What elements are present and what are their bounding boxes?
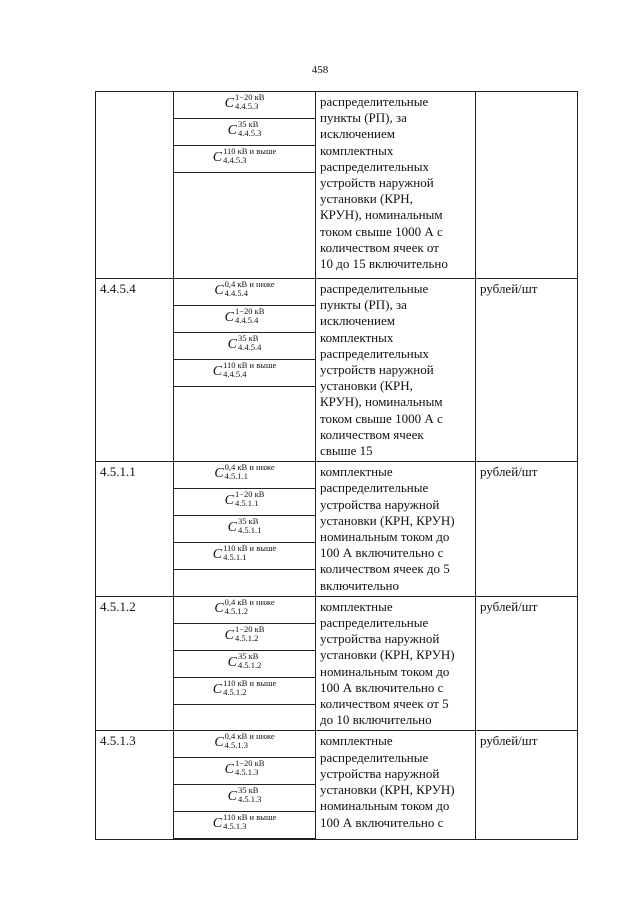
voltage-level-superscript: 1−20 кВ bbox=[234, 623, 265, 634]
tariff-symbols-cell bbox=[174, 596, 316, 731]
description-line: 100 А включительно с bbox=[320, 814, 444, 830]
tariff-symbol-scripts bbox=[225, 280, 275, 298]
tariff-symbols-list bbox=[174, 462, 315, 570]
tariff-symbol bbox=[174, 678, 315, 705]
item-number bbox=[96, 92, 174, 279]
description-line: номинальным током до bbox=[320, 798, 450, 814]
tariff-symbols-list bbox=[174, 279, 315, 387]
description-line: номинальным током до bbox=[320, 663, 450, 679]
description-line: комплектные bbox=[320, 733, 393, 749]
unit-of-measure: рублей/шт bbox=[476, 596, 578, 731]
tariff-symbol bbox=[174, 146, 315, 173]
tariff-symbol-formula bbox=[228, 333, 262, 356]
item-index-subscript: 4.5.1.3 bbox=[223, 821, 247, 832]
description-line: током свыше 1000 А с bbox=[320, 223, 443, 239]
voltage-level-superscript: 110 кВ и выше bbox=[223, 543, 277, 554]
tariff-symbol-scripts bbox=[225, 463, 275, 481]
voltage-level-superscript: 0,4 кВ и ниже bbox=[224, 596, 275, 607]
tariff-symbol bbox=[174, 360, 315, 387]
tariff-symbol bbox=[174, 306, 315, 333]
table-row bbox=[96, 92, 578, 279]
tariff-symbol-scripts bbox=[225, 732, 275, 750]
tariff-symbol bbox=[174, 758, 315, 785]
tariff-symbol-scripts bbox=[238, 652, 261, 670]
tariff-symbol bbox=[174, 651, 315, 678]
tariff-symbol-scripts bbox=[238, 786, 261, 804]
voltage-level-superscript: 1−20 кВ bbox=[234, 92, 265, 102]
tariff-symbol-formula bbox=[228, 516, 262, 539]
item-index-subscript: 4.4.5.3 bbox=[223, 155, 247, 165]
item-description bbox=[316, 92, 476, 279]
item-index-subscript: 4.5.1.3 bbox=[224, 740, 249, 751]
description-line: комплектных bbox=[320, 329, 394, 345]
tariff-symbol-formula bbox=[214, 462, 274, 485]
tariff-symbol-formula bbox=[214, 731, 274, 754]
description-line: до 10 включительно bbox=[320, 712, 432, 728]
description-line: устройства наружной bbox=[320, 631, 440, 647]
description-line: исключением bbox=[320, 313, 395, 329]
description-line: устройств наружной bbox=[320, 175, 434, 191]
description-line: номинальным током до bbox=[320, 529, 450, 545]
voltage-level-superscript: 110 кВ и выше bbox=[223, 360, 277, 370]
item-index-subscript: 4.5.1.1 bbox=[223, 552, 247, 563]
voltage-level-superscript: 110 кВ и выше bbox=[223, 677, 277, 688]
description-line: количеством ячеек до 5 bbox=[320, 561, 450, 577]
tariff-symbol-base: C bbox=[227, 337, 237, 352]
description-line: установки (КРН, КРУН) bbox=[320, 647, 455, 663]
tariff-symbol-base: C bbox=[224, 627, 234, 643]
item-index-subscript: 4.5.1.1 bbox=[237, 525, 262, 536]
tariff-symbol bbox=[174, 92, 315, 119]
description-line: комплектные bbox=[320, 598, 393, 614]
page-number: 458 bbox=[311, 64, 329, 76]
description-line: устройства наружной bbox=[320, 496, 440, 512]
item-description bbox=[316, 462, 476, 597]
description-line: установки (КРН, bbox=[320, 191, 413, 207]
item-index-subscript: 4.4.5.4 bbox=[234, 315, 259, 325]
tariff-symbol-formula bbox=[225, 306, 265, 329]
tariff-symbol-base: C bbox=[227, 123, 237, 138]
tariff-symbol bbox=[174, 279, 315, 306]
tariff-symbol-base: C bbox=[227, 654, 237, 670]
description-line: исключением bbox=[320, 126, 395, 142]
item-index-subscript: 4.5.1.1 bbox=[234, 498, 259, 509]
tariff-symbol bbox=[174, 462, 315, 489]
description-line: количеством ячеек bbox=[320, 426, 424, 442]
tariff-symbol-base: C bbox=[212, 150, 223, 165]
tariff-symbol-base: C bbox=[214, 600, 224, 616]
item-index-subscript: 4.5.1.3 bbox=[234, 767, 259, 778]
tariff-table-body bbox=[96, 92, 578, 840]
tariff-symbol-base: C bbox=[224, 493, 234, 509]
tariff-symbol-formula bbox=[213, 146, 277, 169]
tariff-symbols-cell bbox=[174, 279, 316, 462]
tariff-symbol-formula bbox=[225, 624, 265, 647]
voltage-level-superscript: 0,4 кВ и ниже bbox=[224, 279, 275, 289]
voltage-level-superscript: 1−20 кВ bbox=[234, 306, 265, 316]
tariff-symbol-base: C bbox=[224, 96, 234, 111]
description-line: распределительные bbox=[320, 94, 429, 109]
tariff-symbol-scripts bbox=[225, 598, 275, 616]
tariff-symbol-base: C bbox=[224, 310, 234, 325]
description-line: пункты (РП), за bbox=[320, 297, 407, 313]
item-index-subscript: 4.5.1.2 bbox=[237, 659, 262, 670]
item-index-subscript: 4.4.5.4 bbox=[237, 342, 262, 352]
voltage-level-superscript: 35 кВ bbox=[237, 650, 259, 661]
tariff-symbol-scripts bbox=[223, 679, 276, 697]
tariff-symbol-formula bbox=[213, 543, 277, 566]
tariff-symbol-scripts bbox=[235, 307, 264, 325]
item-index-subscript: 4.5.1.2 bbox=[224, 605, 249, 616]
item-number: 4.5.1.3 bbox=[96, 731, 174, 840]
tariff-symbol-scripts bbox=[238, 517, 261, 535]
tariff-symbols-cell bbox=[174, 731, 316, 840]
item-number: 4.5.1.2 bbox=[96, 596, 174, 731]
tariff-symbol bbox=[174, 785, 315, 812]
voltage-level-superscript: 0,4 кВ и ниже bbox=[224, 462, 275, 473]
tariff-symbol-formula bbox=[228, 651, 262, 674]
table-row bbox=[96, 731, 578, 840]
tariff-symbol-scripts bbox=[235, 93, 264, 111]
unit-of-measure: рублей/шт bbox=[476, 731, 578, 840]
description-line: распределительных bbox=[320, 158, 429, 174]
description-line: установки (КРН, КРУН) bbox=[320, 512, 455, 528]
tariff-symbol-formula bbox=[225, 758, 265, 781]
voltage-level-superscript: 110 кВ и выше bbox=[223, 812, 277, 823]
tariff-symbol-scripts bbox=[223, 361, 276, 379]
item-index-subscript: 4.4.5.3 bbox=[237, 128, 262, 138]
tariff-symbol-scripts bbox=[235, 625, 264, 643]
description-line: 100 А включительно с bbox=[320, 679, 444, 695]
description-line: количеством ячеек от bbox=[320, 239, 439, 255]
tariff-symbol-formula bbox=[213, 812, 277, 835]
tariff-symbol-formula bbox=[214, 279, 274, 302]
item-number: 4.4.5.4 bbox=[96, 279, 174, 462]
description-line: 10 до 15 включительно bbox=[320, 256, 448, 272]
tariff-symbol-formula bbox=[214, 597, 274, 620]
description-line: устройства наружной bbox=[320, 765, 440, 781]
tariff-symbol-scripts bbox=[223, 813, 276, 831]
table-row bbox=[96, 462, 578, 597]
tariff-symbols-list bbox=[174, 597, 315, 705]
tariff-symbols-list bbox=[174, 92, 315, 173]
description-line: распределительные bbox=[320, 749, 429, 765]
item-description bbox=[316, 279, 476, 462]
tariff-symbol-scripts bbox=[223, 544, 276, 562]
voltage-level-superscript: 35 кВ bbox=[237, 333, 259, 343]
tariff-symbol bbox=[174, 597, 315, 624]
description-line: распределительные bbox=[320, 615, 429, 631]
item-description bbox=[316, 731, 476, 840]
tariff-symbol-formula bbox=[225, 92, 265, 115]
description-line: КРУН), номинальным bbox=[320, 207, 443, 223]
description-line: 100 А включительно с bbox=[320, 545, 444, 561]
tariff-symbol-scripts bbox=[238, 334, 261, 352]
tariff-symbol-base: C bbox=[224, 762, 234, 778]
description-line: распределительные bbox=[320, 480, 429, 496]
description-line: свыше 15 bbox=[320, 443, 373, 459]
tariff-symbol bbox=[174, 516, 315, 543]
item-index-subscript: 4.5.1.2 bbox=[234, 632, 259, 643]
item-index-subscript: 4.4.5.4 bbox=[224, 288, 249, 298]
description-line: распределительных bbox=[320, 345, 429, 361]
tariff-symbol-formula bbox=[228, 119, 262, 142]
voltage-level-superscript: 110 кВ и выше bbox=[223, 146, 277, 156]
item-index-subscript: 4.4.5.4 bbox=[223, 369, 247, 379]
tariff-symbol-base: C bbox=[212, 681, 223, 697]
description-line: распределительные bbox=[320, 281, 429, 296]
voltage-level-superscript: 1−20 кВ bbox=[234, 758, 265, 769]
tariff-table bbox=[95, 91, 578, 840]
tariff-symbol-base: C bbox=[227, 789, 237, 805]
tariff-symbol-base: C bbox=[214, 735, 224, 751]
tariff-symbol bbox=[174, 119, 315, 146]
tariff-symbols-cell bbox=[174, 462, 316, 597]
tariff-symbol bbox=[174, 624, 315, 651]
tariff-symbol bbox=[174, 489, 315, 516]
tariff-symbol bbox=[174, 812, 315, 839]
voltage-level-superscript: 35 кВ bbox=[237, 119, 259, 129]
description-line: количеством ячеек от 5 bbox=[320, 696, 449, 712]
tariff-symbol-scripts bbox=[235, 759, 264, 777]
tariff-symbol-base: C bbox=[212, 364, 223, 379]
description-line: установки (КРН, bbox=[320, 378, 413, 394]
table-row bbox=[96, 596, 578, 731]
tariff-symbols-list bbox=[174, 731, 315, 839]
description-line: комплектные bbox=[320, 464, 393, 480]
description-line: комплектных bbox=[320, 142, 394, 158]
tariff-symbols-cell bbox=[174, 92, 316, 279]
tariff-symbol-scripts bbox=[223, 147, 276, 165]
tariff-symbol-base: C bbox=[212, 547, 223, 563]
voltage-level-superscript: 1−20 кВ bbox=[234, 489, 265, 500]
tariff-symbol bbox=[174, 731, 315, 758]
tariff-symbol-formula bbox=[228, 785, 262, 808]
voltage-level-superscript: 0,4 кВ и ниже bbox=[224, 731, 275, 742]
voltage-level-superscript: 35 кВ bbox=[237, 785, 259, 796]
tariff-symbol bbox=[174, 543, 315, 570]
item-description bbox=[316, 596, 476, 731]
tariff-symbol-scripts bbox=[235, 490, 264, 508]
tariff-symbol-base: C bbox=[212, 816, 223, 832]
tariff-symbol bbox=[174, 333, 315, 360]
item-index-subscript: 4.5.1.3 bbox=[237, 794, 262, 805]
item-index-subscript: 4.5.1.2 bbox=[223, 686, 247, 697]
tariff-symbol-scripts bbox=[238, 120, 261, 138]
tariff-symbol-formula bbox=[225, 489, 265, 512]
tariff-symbol-base: C bbox=[227, 520, 237, 536]
voltage-level-superscript: 35 кВ bbox=[237, 516, 259, 527]
description-line: устройств наружной bbox=[320, 362, 434, 378]
unit-of-measure bbox=[476, 92, 578, 279]
tariff-symbol-base: C bbox=[214, 466, 224, 482]
item-number: 4.5.1.1 bbox=[96, 462, 174, 597]
item-index-subscript: 4.4.5.3 bbox=[234, 101, 259, 111]
tariff-symbol-formula bbox=[213, 360, 277, 383]
table-row bbox=[96, 279, 578, 462]
unit-of-measure: рублей/шт bbox=[476, 279, 578, 462]
description-line: включительно bbox=[320, 577, 399, 593]
unit-of-measure: рублей/шт bbox=[476, 462, 578, 597]
description-line: током свыше 1000 А с bbox=[320, 410, 443, 426]
description-line: КРУН), номинальным bbox=[320, 394, 443, 410]
tariff-symbol-base: C bbox=[214, 283, 224, 298]
description-line: пункты (РП), за bbox=[320, 110, 407, 126]
item-index-subscript: 4.5.1.1 bbox=[224, 471, 249, 482]
tariff-symbol-formula bbox=[213, 678, 277, 701]
description-line: установки (КРН, КРУН) bbox=[320, 782, 455, 798]
